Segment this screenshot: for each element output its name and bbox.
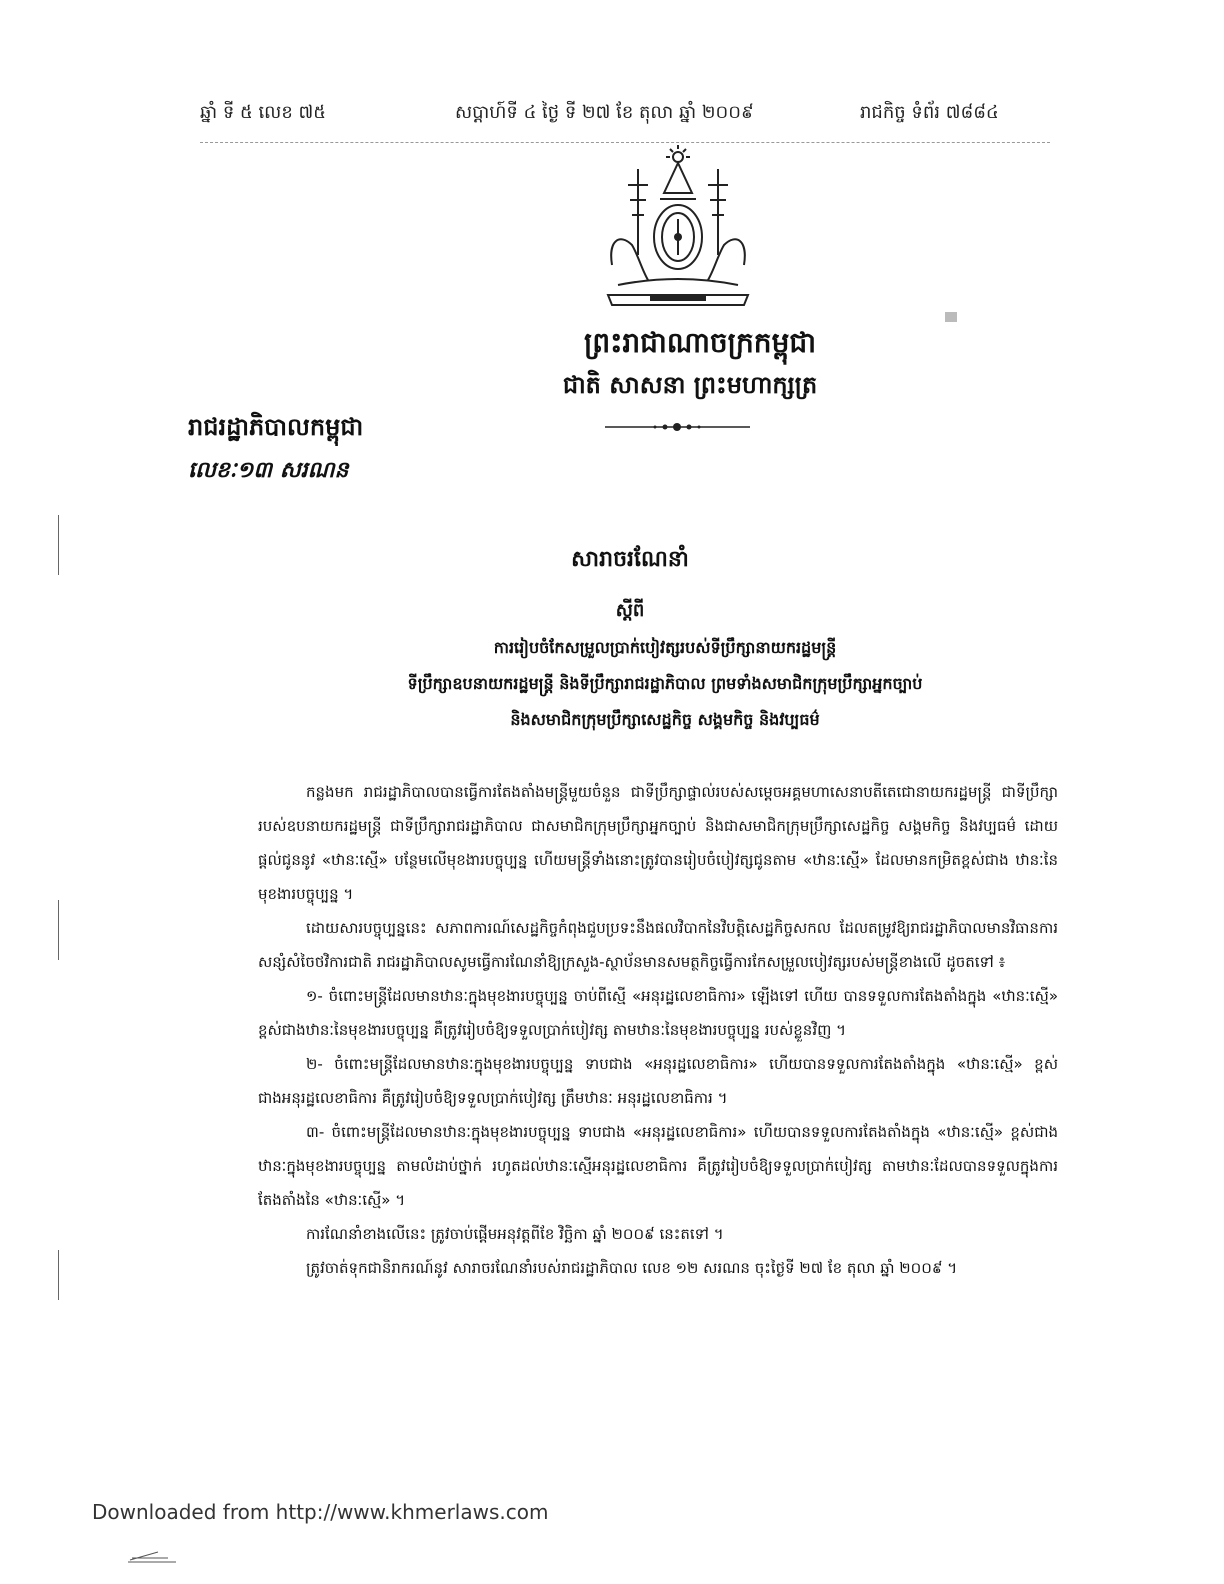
gazette-page: រាជកិច្ច ទំព័រ ៧៨៨៤ — [860, 102, 999, 123]
scan-speck — [58, 515, 59, 575]
subject-block — [260, 630, 1070, 738]
body-paragraph: ត្រូវចាត់ទុកជានិរាករណ៍នូវ សារាចរណែនាំរបស់រាជរដ្ឋាភិបាល លេខ ១២ សរណន ចុះថ្ងៃទី ២៧ ខែ តុលា ឆ្នាំ ២០០៩ ។ — [306, 1259, 958, 1277]
gazette-date: សប្តាហ៍ទី ៤ ថ្ងៃ ទី ២៧ ខែ តុលា ឆ្នាំ ២០០៩ — [455, 102, 754, 123]
body-paragraph: ២- ចំពោះមន្ត្រីដែលមានឋានៈក្នុងមុខងារបច្ចុប្បន្ន ទាបជាង «អនុរដ្ឋលេខាធិការ» ហើយបានទទួលការតែងតាំងក្នុង «ឋានៈស្មើ» ខ្ពស់ជាងអនុរដ្ឋលេខាធិការ គឺត្រូវរៀបចំឱ្យទទួលប្រាក់បៀវត្ស ត្រឹមឋានៈ អនុរដ្ឋលេខាធិការ ។ — [258, 1055, 1058, 1107]
scan-speck — [58, 900, 59, 960]
royal-coat-of-arms-icon — [598, 145, 758, 310]
subject-line: ការរៀបចំកែសម្រួលប្រាក់បៀវត្សរបស់ទីប្រឹក្សានាយករដ្ឋមន្ត្រី — [493, 638, 837, 657]
subject-line: និងសមាជិកក្រុមប្រឹក្សាសេដ្ឋកិច្ច សង្គមកិច្ច និងវប្បធម៌ — [510, 710, 820, 729]
body-paragraph: ១- ចំពោះមន្ត្រីដែលមានឋានៈក្នុងមុខងារបច្ចុប្បន្ន ចាប់ពីស្មើ «អនុរដ្ឋលេខាធិការ» ឡើងទៅ ហើយ បានទទួលការតែងតាំងក្នុង «ឋានៈស្មើ» ខ្ពស់ជាងឋានៈនៃមុខងារបច្ចុប្បន្ន គឺត្រូវរៀបចំឱ្យទទួលប្រាក់បៀវត្ស តាមឋានៈនៃមុខងារបច្ចុប្បន្ន របស់ខ្លួនវិញ ។ — [258, 987, 1058, 1039]
download-source-note: Downloaded from http://www.khmerlaws.com — [92, 1500, 549, 1524]
body-paragraph: ការណែនាំខាងលើនេះ ត្រូវចាប់ផ្តើមអនុវត្តពីខែ វិច្ឆិកា ឆ្នាំ ២០០៩ នេះតទៅ ។ — [306, 1225, 724, 1243]
reference-number: លេខៈ១៣ សរណន — [188, 457, 349, 483]
body-paragraph: កន្លងមក រាជរដ្ឋាភិបាលបានធ្វើការតែងតាំងមន្ត្រីមួយចំនួន ជាទីប្រឹក្សាផ្ទាល់របស់សម្តេចអគ្គមហាសេនាបតីតេជោនាយករដ្ឋមន្ត្រី ជាទីប្រឹក្សារបស់ឧបនាយករដ្ឋមន្ត្រី ជាទីប្រឹក្សារាជរដ្ឋាភិបាល ជាសមាជិកក្រុមប្រឹក្សាអ្នកច្បាប់ និងជាសមាជិកក្រុមប្រឹក្សាសេដ្ឋកិច្ច សង្គមកិច្ច និងវប្បធម៌ ដោយផ្តល់ជូននូវ «ឋានៈស្មើ» បន្ថែមលើមុខងារបច្ចុប្បន្ន ហើយមន្ត្រីទាំងនោះត្រូវបានរៀបចំបៀវត្សជូនតាម «ឋានៈស្មើ» ដែលមានកម្រិតខ្ពស់ជាង ឋានៈនៃមុខងារបច្ចុប្បន្ន ។ — [258, 783, 1058, 903]
subject-label: ស្តីពី — [615, 600, 645, 621]
ornament-divider-icon — [605, 420, 750, 434]
body-paragraph: ដោយសារបច្ចុប្បន្ននេះ សភាពការណ៍សេដ្ឋកិច្ចកំពុងជួបប្រទះនឹងផលវិបាកនៃវិបត្តិសេដ្ឋកិច្ចសកល ដែលតម្រូវឱ្យរាជរដ្ឋាភិបាលមានវិធានការសន្សំសំចៃថវិការជាតិ រាជរដ្ឋាភិបាលសូមធ្វើការណែនាំឱ្យក្រសួង-ស្ថាប័នមានសមត្ថកិច្ចធ្វើការកែសម្រួលបៀវត្សរបស់មន្ត្រីខាងលើ ដូចតទៅ ៖ — [258, 919, 1058, 971]
document-body — [258, 775, 1058, 1285]
kingdom-name: ព្រះរាជាណាចក្រកម្ពុជា — [583, 326, 816, 359]
gazette-issue: ឆ្នាំ ទី ៥ លេខ ៧៥ — [200, 102, 326, 123]
scan-speck — [945, 312, 957, 322]
header-divider — [200, 142, 1050, 143]
document-title: សារាចរណែនាំ — [571, 546, 689, 572]
subject-line: ទីប្រឹក្សាឧបនាយករដ្ឋមន្ត្រី និងទីប្រឹក្សារាជរដ្ឋាភិបាល ព្រមទាំងសមាជិកក្រុមប្រឹក្សាអ្នកច្បាប់ — [407, 674, 923, 693]
issuer-name: រាជរដ្ឋាភិបាលកម្ពុជា — [188, 412, 364, 441]
scan-speck — [58, 1250, 59, 1300]
body-paragraph: ៣- ចំពោះមន្ត្រីដែលមានឋានៈក្នុងមុខងារបច្ចុប្បន្ន ទាបជាង «អនុរដ្ឋលេខាធិការ» ហើយបានទទួលការតែងតាំងក្នុង «ឋានៈស្មើ» ខ្ពស់ជាងឋានៈក្នុងមុខងារបច្ចុប្បន្ន តាមលំដាប់ថ្នាក់ រហូតដល់ឋានៈស្មើអនុរដ្ឋលេខាធិការ គឺត្រូវរៀបចំឱ្យទទួលប្រាក់បៀវត្ស តាមឋានៈដែលបានទទួលក្នុងការតែងតាំងនៃ «ឋានៈស្មើ» ។ — [258, 1123, 1058, 1209]
national-motto: ជាតិ សាសនា ព្រះមហាក្សត្រ — [562, 370, 818, 399]
scan-artifact-icon — [128, 1548, 176, 1564]
